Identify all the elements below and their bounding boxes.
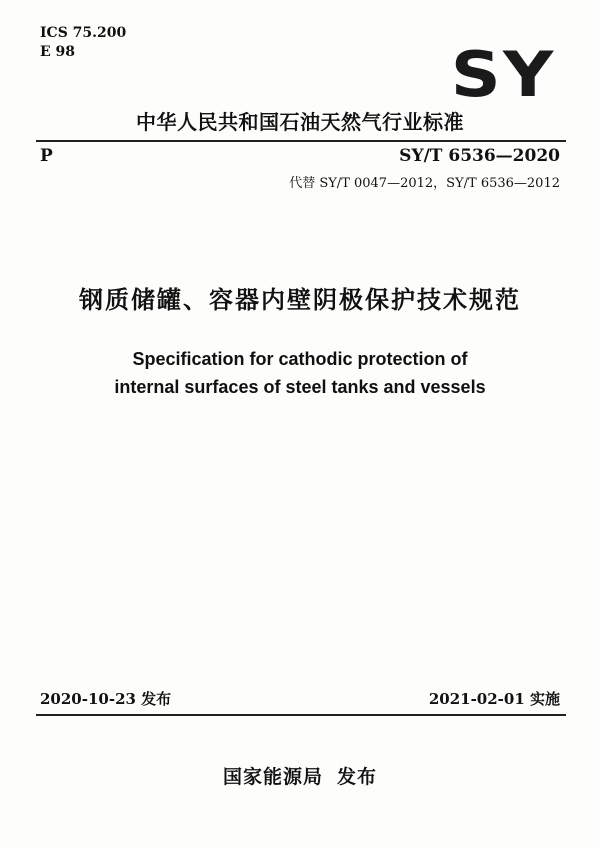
standard-number: SY/T 6536—2020: [399, 146, 560, 166]
industry-standard-title: 中华人民共和国石油天然气行业标准: [136, 110, 464, 134]
header-rule: [36, 140, 566, 142]
issue-date: 2020-10-23 发布: [40, 690, 172, 708]
title-english-line-2: internal surfaces of steel tanks and vessels: [114, 377, 486, 397]
sy-logo: SY: [451, 38, 556, 111]
publisher-action: 发布: [337, 766, 378, 788]
implementation-date: 2021-02-01 实施: [428, 690, 560, 708]
title-chinese: 钢质储罐、容器内壁阴极保护技术规范: [79, 286, 521, 314]
classification-code: P: [40, 146, 53, 166]
publisher-line: [0, 762, 600, 789]
title-english: [0, 345, 600, 401]
replaces-note: 代替 SY/T 0047—2012，SY/T 6536—2012: [289, 176, 560, 191]
ics-code: ICS 75.200: [40, 25, 127, 41]
footer-rule: [36, 714, 566, 716]
ccs-code: E 98: [40, 44, 76, 60]
title-english-line-1: Specification for cathodic protection of: [132, 349, 468, 369]
publisher-name: 国家能源局: [222, 766, 323, 788]
ics-code-block: [40, 24, 126, 62]
